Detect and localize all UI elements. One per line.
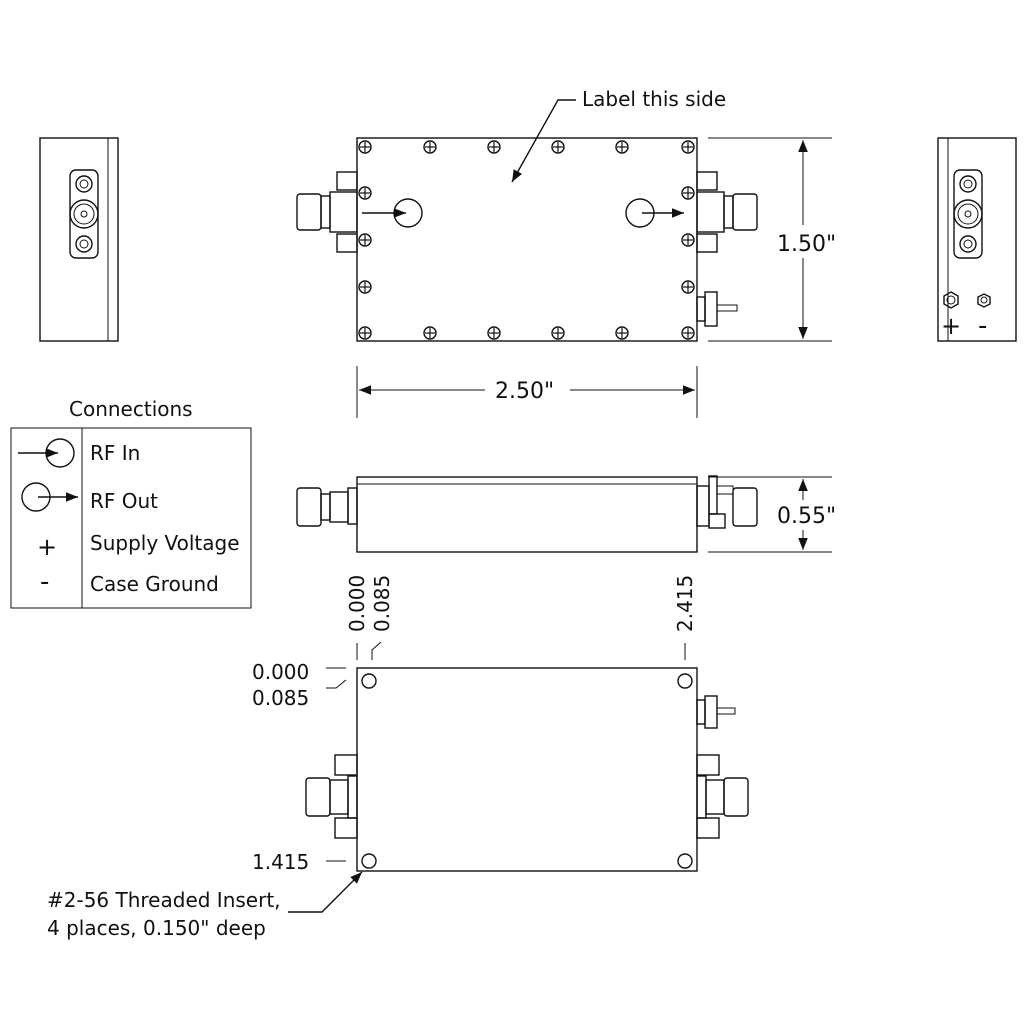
coord-y-0085: 0.085 [252, 686, 310, 710]
coord-x-0000: 0.000 [345, 574, 369, 632]
legend-plus-symbol: + [37, 533, 58, 561]
coord-y-0000: 0.000 [252, 660, 310, 684]
legend-rf-out-symbol [22, 483, 78, 511]
insert-note-line1: #2-56 Threaded Insert, [47, 888, 281, 912]
minus-terminal-label: - [978, 311, 988, 341]
front-view [297, 476, 757, 552]
legend-title: Connections [69, 397, 193, 421]
legend-supply-label: Supply Voltage [90, 531, 240, 555]
rf-out-marker [626, 199, 684, 227]
top-view [297, 100, 757, 341]
bottom-view [288, 642, 748, 912]
label-side-note: Label this side [582, 87, 727, 111]
right-side-view [938, 138, 1016, 341]
legend-minus-symbol: - [40, 567, 50, 597]
legend-rf-in-symbol [18, 439, 74, 467]
legend-ground-label: Case Ground [90, 572, 219, 596]
coord-x-0085: 0.085 [370, 574, 394, 632]
threaded-insert-holes [362, 674, 692, 868]
supply-pin [697, 292, 737, 326]
height-label: 1.50" [777, 232, 837, 257]
rf-out-connector [697, 172, 757, 252]
rf-in-connector [297, 172, 357, 252]
width-label: 2.50" [495, 379, 555, 404]
rf-in-marker [362, 199, 422, 227]
legend-rf-in-label: RF In [90, 441, 141, 465]
depth-label: 0.55" [777, 504, 837, 529]
coord-y-1415: 1.415 [252, 850, 310, 874]
insert-note-line2: 4 places, 0.150" deep [47, 916, 266, 940]
left-side-view [40, 138, 118, 341]
plus-terminal-label: + [941, 312, 962, 340]
coord-x-2415: 2.415 [673, 574, 697, 632]
legend-rf-out-label: RF Out [90, 489, 159, 513]
